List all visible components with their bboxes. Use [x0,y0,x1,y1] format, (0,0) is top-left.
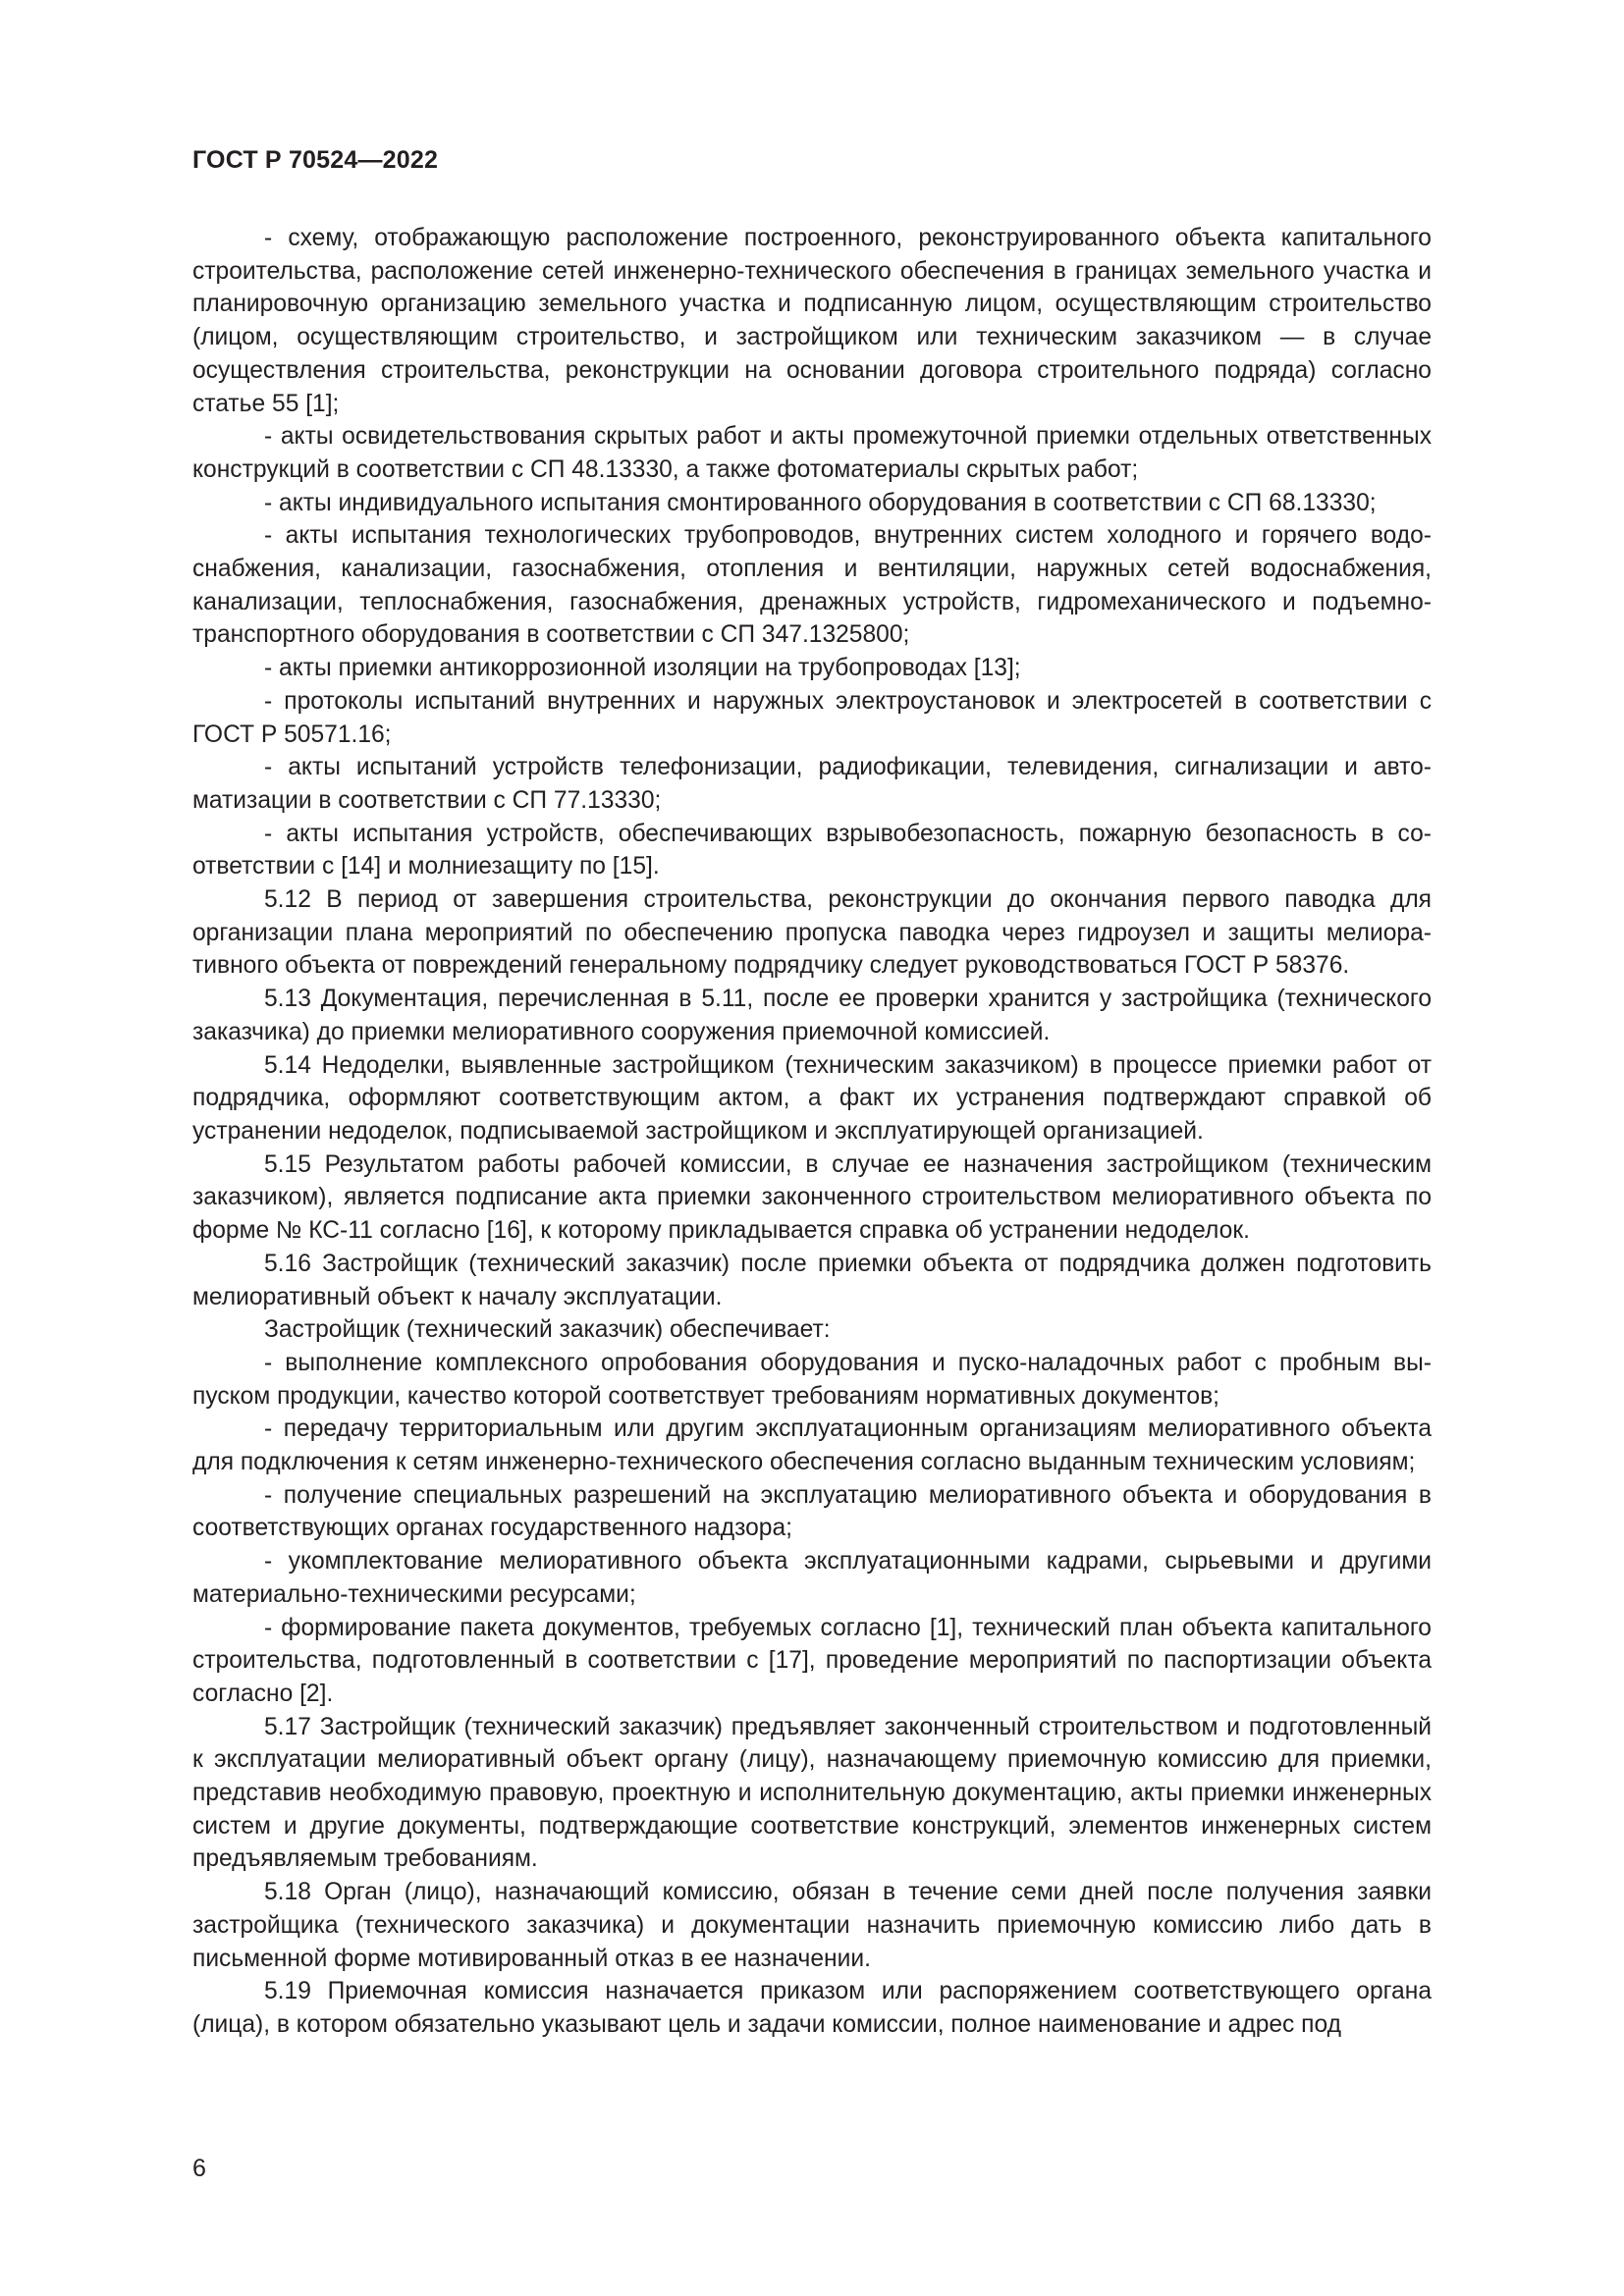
paragraph: - получение специальных разрешений на эксплуатацию мелиоративного объекта и оборудования в соответствующих органах государственного надзора; [192,1481,1432,1542]
paragraph: Застройщик (технический заказчик) обеспечивает: [264,1316,831,1344]
paragraph: 5.15 Результатом работы рабочей комиссии, в случае ее назначения застройщиком (техническим заказчиком), является подписание акта приемки законченного строительством мелиоративного объекта по форме № КС-11 согласно [16], к которому прикладывается справка об устранении недоделок. [192,1150,1432,1245]
paragraph: 5.14 Недоделки, выявленные застройщиком (техническим заказчиком) в процессе приемки работ от подрядчика, оформляют соответствующим актом, а факт их устранения подтверждают справкой об устранении недоделок, подписываемой застройщиком и эксплуатирующей организацией. [192,1051,1432,1145]
paragraph: 5.16 Застройщик (технический заказчик) после приемки объекта от подрядчика должен подготовить мелиоративный объект к началу эксплуатации. [192,1250,1432,1310]
page-number: 6 [192,2155,206,2182]
paragraph: - акты испытаний устройств телефонизации, радиофикации, телевидения, сигнализации и автоматизации в соответствии с СП 77.13330; [192,754,1432,814]
paragraph: 5.19 Приемочная комиссия назначается приказом или распоряжением соответствующего органа (лица), в котором обязательно указывают цель и задачи комиссии, полное наименование и адрес под [192,1978,1432,2038]
paragraph: - акты индивидуального испытания смонтированного оборудования в соответствии с СП 68.13330; [264,489,1377,516]
paragraph: - выполнение комплексного опробования оборудования и пуско-наладочных работ с пробным выпуском продукции, качество которой соответствует требованиям нормативных документов; [192,1349,1432,1410]
paragraph: - формирование пакета документов, требуемых согласно [1], технический план объекта капитального строительства, подготовленный в соответствии с [17], проведение мероприятий по паспортизации объекта согласно [2]. [192,1614,1432,1707]
paragraph: 5.17 Застройщик (технический заказчик) предъявляет законченный строительством и подготовленный к эксплуатации мелиоративный объект органу (лицу), назначающему приемочную комиссию для приемки, представив необходимую правовую, проектную и исполнительную документацию, акты приемки инженерных систем и другие документы, подтверждающие соответствие конструкций, элементов инженерных систем предъявляемым требованиям. [192,1713,1432,1873]
paragraph: - укомплектование мелиоративного объекта эксплуатационными кадрами, сырьевыми и другими материально-техническими ресурсами; [192,1548,1432,1608]
paragraph: - передачу территориальным или другим эксплуатационным организациям мелиоративного объекта для подключения к сетям инженерно-технического обеспечения согласно выданным техническим условиям; [192,1415,1432,1476]
paragraph: - акты освидетельствования скрытых работ и акты промежуточной приемки отдельных ответственных конструкций в соответствии с СП 48.13330, а также фотоматериалы скрытых работ; [192,423,1432,483]
paragraph: - акты испытания технологических трубопроводов, внутренних систем холодного и горячего водоснабжения, канализации, газоснабжения, отопления и вентиляции, наружных сетей водоснабжения, канализации, теплоснабжения, газоснабжения, дренажных устройств, гидромеханического и подъемнотранспортного оборудования в соответствии с СП 347.1325800; [192,522,1432,649]
paragraph: 5.13 Документация, перечисленная в 5.11, после ее проверки хранится у застройщика (технического заказчика) до приемки мелиоративного сооружения приемочной комиссией. [192,986,1432,1045]
paragraph: - акты испытания устройств, обеспечивающих взрывобезопасность, пожарную безопасность в соответствии с [14] и молниезащиту по [15]. [192,820,1432,881]
paragraph: - схему, отображающую расположение построенного, реконструированного объекта капитального строительства, расположение сетей инженерно-технического обеспечения в границах земельного участка и планировочную организацию земельного участка и подписанную лицом, осуществляющим строительство (лицом, осуществляющим строительство, и застройщиком или техническим заказчиком — в случае осуществления строительства, реконструкции на основании договора строительного подряда) согласно статье 55 [1]; [192,225,1432,417]
paragraph: - акты приемки антикоррозионной изоляции на трубопроводах [13]; [264,655,1021,682]
paragraph: 5.18 Орган (лицо), назначающий комиссию, обязан в течение семи дней после получения заявки застройщика (технического заказчика) и документации назначить приемочную комиссию либо дать в письменной форме мотивированный отказ в ее назначении. [192,1879,1432,1972]
standard-code-header: ГОСТ Р 70524—2022 [192,146,439,174]
paragraph: - протоколы испытаний внутренних и наружных электроустановок и электросетей в соответствии с ГОСТ Р 50571.16; [192,687,1432,748]
body-text [192,222,1432,2042]
paragraph: 5.12 В период от завершения строительства, реконструкции до окончания первого паводка для организации плана мероприятий по обеспечению пропуска паводка через гидроузел и защиты мелиоративного объекта от повреждений генеральному подрядчику следует руководствоваться ГОСТ Р 58376. [192,886,1432,980]
